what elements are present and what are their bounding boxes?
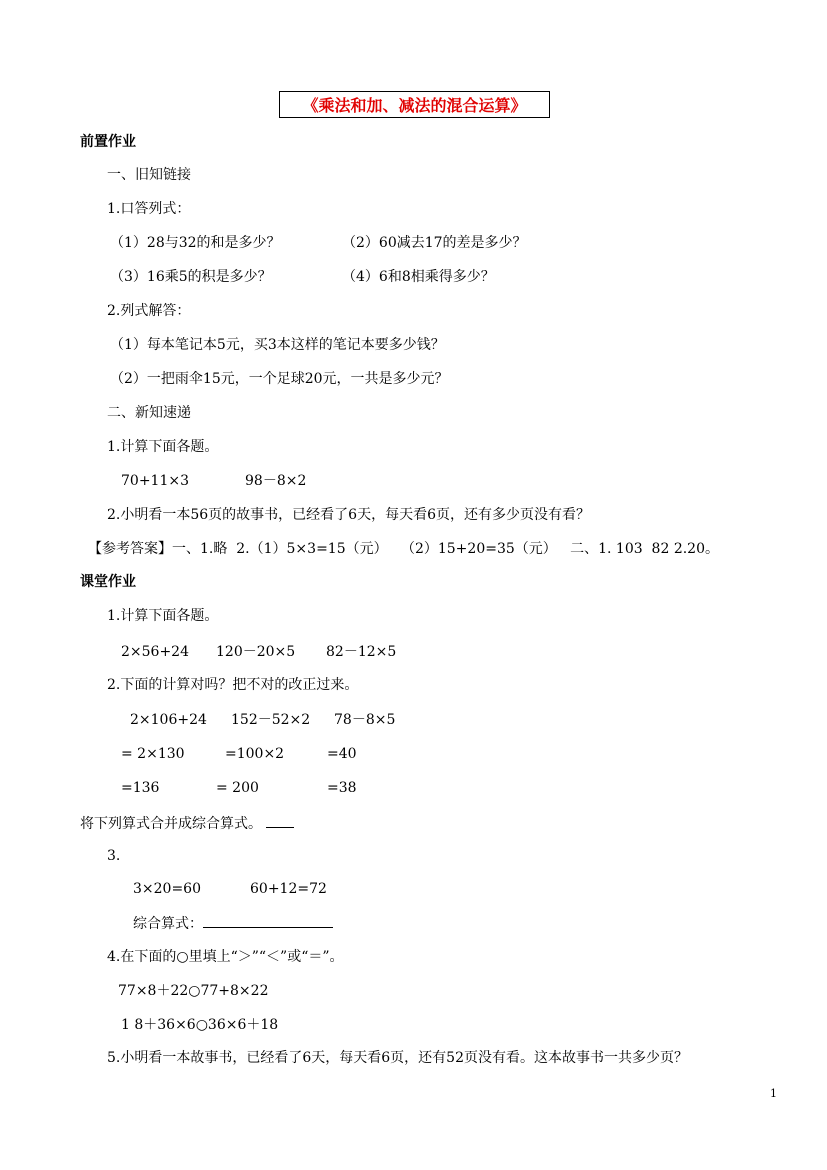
class-question-2: 2.下面的计算对吗？把不对的改正过来。 bbox=[107, 677, 359, 693]
page-number: 1 bbox=[770, 1087, 777, 1100]
reference-answer: 【参考答案】一、1.略 2.（1）5×3=15（元） （2）15+20=35（元） 二、1. 103 82 2.20。 bbox=[88, 541, 719, 557]
class-expression-2: 120－20×5 bbox=[216, 644, 296, 660]
merge-instruction-text: 将下列算式合并成综合算式。 bbox=[80, 816, 262, 832]
answer-blank bbox=[266, 813, 294, 828]
class-question-3: 3. bbox=[107, 848, 121, 864]
question-1-item-1: （1）28与32的和是多少？ bbox=[110, 235, 281, 251]
combined-expression-label: 综合算式： bbox=[133, 916, 203, 932]
class-question-1: 1.计算下面各题。 bbox=[107, 608, 219, 624]
new-question-2: 2.小明看一本56页的故事书，已经看了6天，每天看6页，还有多少页没有看？ bbox=[107, 507, 590, 523]
compare-expression-2: 1 8＋36×6○36×6＋18 bbox=[121, 1017, 279, 1033]
compare-expression-1: 77×8＋22○77+8×22 bbox=[118, 983, 269, 999]
new-expression-1: 70+11×3 bbox=[121, 473, 189, 489]
calc-row1-col3: 78－8×5 bbox=[334, 712, 396, 728]
class-question-5: 5.小明看一本故事书，已经看了6天，每天看6页，还有52页没有看。这本故事书一共多少页？ bbox=[107, 1050, 688, 1066]
section-heading-pre: 前置作业 bbox=[80, 134, 136, 150]
calc-row2-col2: =100×2 bbox=[225, 746, 285, 762]
question-1-item-4: （4）6和8相乘得多少？ bbox=[342, 269, 495, 285]
calc-row2-col1: = 2×130 bbox=[121, 746, 185, 762]
calc-row1-col2: 152－52×2 bbox=[231, 712, 311, 728]
question-2: 2.列式解答： bbox=[107, 303, 191, 319]
q3-expression-2: 60+12=72 bbox=[250, 881, 327, 897]
combined-expression bbox=[133, 913, 333, 933]
q3-expression-1: 3×20=60 bbox=[133, 881, 201, 897]
section-heading-class: 课堂作业 bbox=[80, 574, 136, 590]
question-1: 1.口答列式： bbox=[107, 201, 191, 217]
document-title: 《乘法和加、减法的混合运算》 bbox=[279, 91, 550, 118]
new-expression-2: 98－8×2 bbox=[245, 473, 307, 489]
class-question-4: 4.在下面的○里填上“＞”“＜”或“＝”。 bbox=[107, 949, 344, 965]
class-expression-1: 2×56+24 bbox=[121, 644, 189, 660]
calc-row1-col1: 2×106+24 bbox=[130, 712, 207, 728]
question-2-item-2: （2）一把雨伞15元，一个足球20元，一共是多少元？ bbox=[110, 371, 449, 387]
question-1-item-2: （2）60减去17的差是多少？ bbox=[342, 235, 527, 251]
part-2-heading: 二、新知速递 bbox=[107, 405, 191, 421]
question-1-item-3: （3）16乘5的积是多少？ bbox=[110, 269, 272, 285]
class-expression-3: 82－12×5 bbox=[326, 644, 397, 660]
calc-row3-col2: = 200 bbox=[216, 780, 259, 796]
question-2-item-1: （1）每本笔记本5元，买3本这样的笔记本要多少钱？ bbox=[110, 337, 445, 353]
combined-expression-blank bbox=[203, 913, 333, 928]
merge-instruction bbox=[80, 813, 294, 833]
calc-row2-col3: =40 bbox=[327, 746, 357, 762]
calc-row3-col1: =136 bbox=[121, 780, 160, 796]
calc-row3-col3: =38 bbox=[327, 780, 357, 796]
new-question-1: 1.计算下面各题。 bbox=[107, 439, 219, 455]
part-1-heading: 一、旧知链接 bbox=[107, 167, 191, 183]
